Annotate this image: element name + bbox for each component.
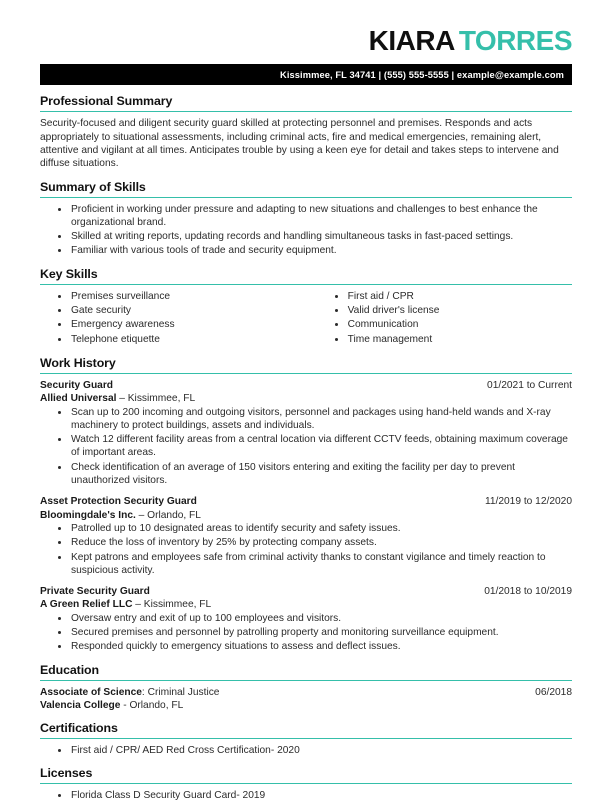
key-skills-columns [40, 290, 572, 347]
section-work-history [40, 356, 572, 654]
job-entry [40, 379, 572, 487]
licenses-title: Licenses [40, 766, 572, 784]
list-item: • Reduce the loss of inventory by 25% by protecting company assets. [70, 536, 572, 549]
job-company: Bloomingdale's Inc. [40, 509, 136, 521]
job-header [40, 495, 572, 508]
job-location: – Kissimmee, FL [116, 393, 196, 405]
job-entry [40, 585, 572, 653]
education-school-location: - Orlando, FL [120, 699, 184, 711]
job-dates: 01/2018 to 10/2019 [484, 586, 572, 598]
education-school-line [40, 699, 572, 712]
resume-content [40, 26, 572, 804]
job-company: Allied Universal [40, 393, 117, 405]
education-degree-row [40, 686, 572, 699]
job-company-line [40, 598, 572, 611]
list-item: • Patrolled up to 10 designated areas to identify security and safety issues. [70, 522, 572, 535]
candidate-name [40, 26, 572, 55]
list-item: • Premises surveillance [70, 290, 317, 303]
list-item: • Proficient in working under pressure and adapting to new situations and challenges to best enhance the organizational brand. [70, 203, 572, 230]
job-header [40, 585, 572, 598]
section-professional-summary [40, 94, 572, 170]
job-header [40, 379, 572, 392]
job-entry [40, 495, 572, 577]
candidate-first-name: KIARA [368, 25, 455, 56]
list-item: • First aid / CPR/ AED Red Cross Certification- 2020 [70, 744, 572, 757]
list-item: • Familiar with various tools of trade and security equipment. [70, 244, 572, 257]
job-company-line [40, 392, 572, 405]
list-item: • Valid driver's license [347, 304, 572, 317]
key-skills-right-column [317, 290, 572, 347]
list-item: • First aid / CPR [347, 290, 572, 303]
list-item: • Florida Class D Security Guard Card- 2019 [70, 789, 572, 802]
education-degree: Associate of Science [40, 686, 142, 698]
list-item: • Telephone etiquette [70, 333, 317, 346]
summary-of-skills-title: Summary of Skills [40, 180, 572, 198]
certifications-list [40, 744, 572, 757]
education-title: Education [40, 663, 572, 681]
list-item: • Kept patrons and employees safe from criminal activity thanks to constant vigilance and timely reaction to suspicious activity. [70, 551, 572, 578]
certifications-title: Certifications [40, 721, 572, 739]
education-date: 06/2018 [535, 686, 572, 698]
licenses-list [40, 789, 572, 802]
job-bullet-list [40, 612, 572, 654]
section-certifications [40, 721, 572, 757]
job-dates: 01/2021 to Current [487, 379, 572, 391]
job-bullet-list [40, 406, 572, 488]
list-item: • Scan up to 200 incoming and outgoing visitors, personnel and packages using hand-held wands and X-ray machinery to protect buildings, assets and individuals. [70, 406, 572, 433]
job-location: – Orlando, FL [135, 509, 201, 521]
section-education [40, 663, 572, 713]
list-item: • Check identification of an average of 150 visitors entering and exiting the facility per day to prevent unauthorized visitors. [70, 461, 572, 488]
candidate-last-name: TORRES [458, 25, 572, 56]
list-item: • Gate security [70, 304, 317, 317]
job-location: – Kissimmee, FL [132, 599, 212, 611]
list-item: • Responded quickly to emergency situations to assess and deflect issues. [70, 640, 572, 653]
contact-info: Kissimmee, FL 34741 | (555) 555-5555 | example@example.com [280, 69, 564, 80]
list-item: • Communication [347, 318, 572, 331]
section-key-skills [40, 267, 572, 347]
education-field: : Criminal Justice [141, 686, 220, 698]
job-company-line [40, 509, 572, 522]
job-dates: 11/2019 to 12/2020 [484, 496, 572, 508]
job-title: Security Guard [40, 379, 114, 391]
list-item: • Oversaw entry and exit of up to 100 employees and visitors. [70, 612, 572, 625]
list-item: • Skilled at writing reports, updating records and handling simultaneous tasks in fast-paced settings. [70, 230, 572, 243]
job-company: A Green Relief LLC [40, 599, 133, 611]
key-skills-title: Key Skills [40, 267, 572, 285]
summary-of-skills-list [40, 203, 572, 258]
job-title: Asset Protection Security Guard [40, 496, 197, 508]
professional-summary-title: Professional Summary [40, 94, 572, 112]
work-history-title: Work History [40, 356, 572, 374]
job-bullet-list [40, 522, 572, 577]
job-title: Private Security Guard [40, 586, 150, 598]
education-school: Valencia College [40, 699, 121, 711]
section-licenses [40, 766, 572, 802]
list-item: • Emergency awareness [70, 318, 317, 331]
section-summary-of-skills [40, 180, 572, 258]
list-item: • Secured premises and personnel by patrolling property and monitoring surveillance equipment. [70, 626, 572, 639]
contact-bar [40, 64, 572, 85]
professional-summary-text: Security-focused and diligent security guard skilled at protecting personnel and premises. Responds and acts appropriately to situational assessments, including criminal acts, fire and medical emergencies, remaining alert, attentive and vigilant at all times. Anticipates trouble by using a keen eye for detail and takes steps to intervene and diffuse situations. [40, 118, 559, 170]
list-item: • Watch 12 different facility areas from a central location via different CCTV feeds, obtaining maximum coverage of important areas. [70, 433, 572, 460]
education-degree-line [40, 686, 219, 699]
list-item: • Time management [347, 333, 572, 346]
key-skills-left-column [40, 290, 317, 347]
